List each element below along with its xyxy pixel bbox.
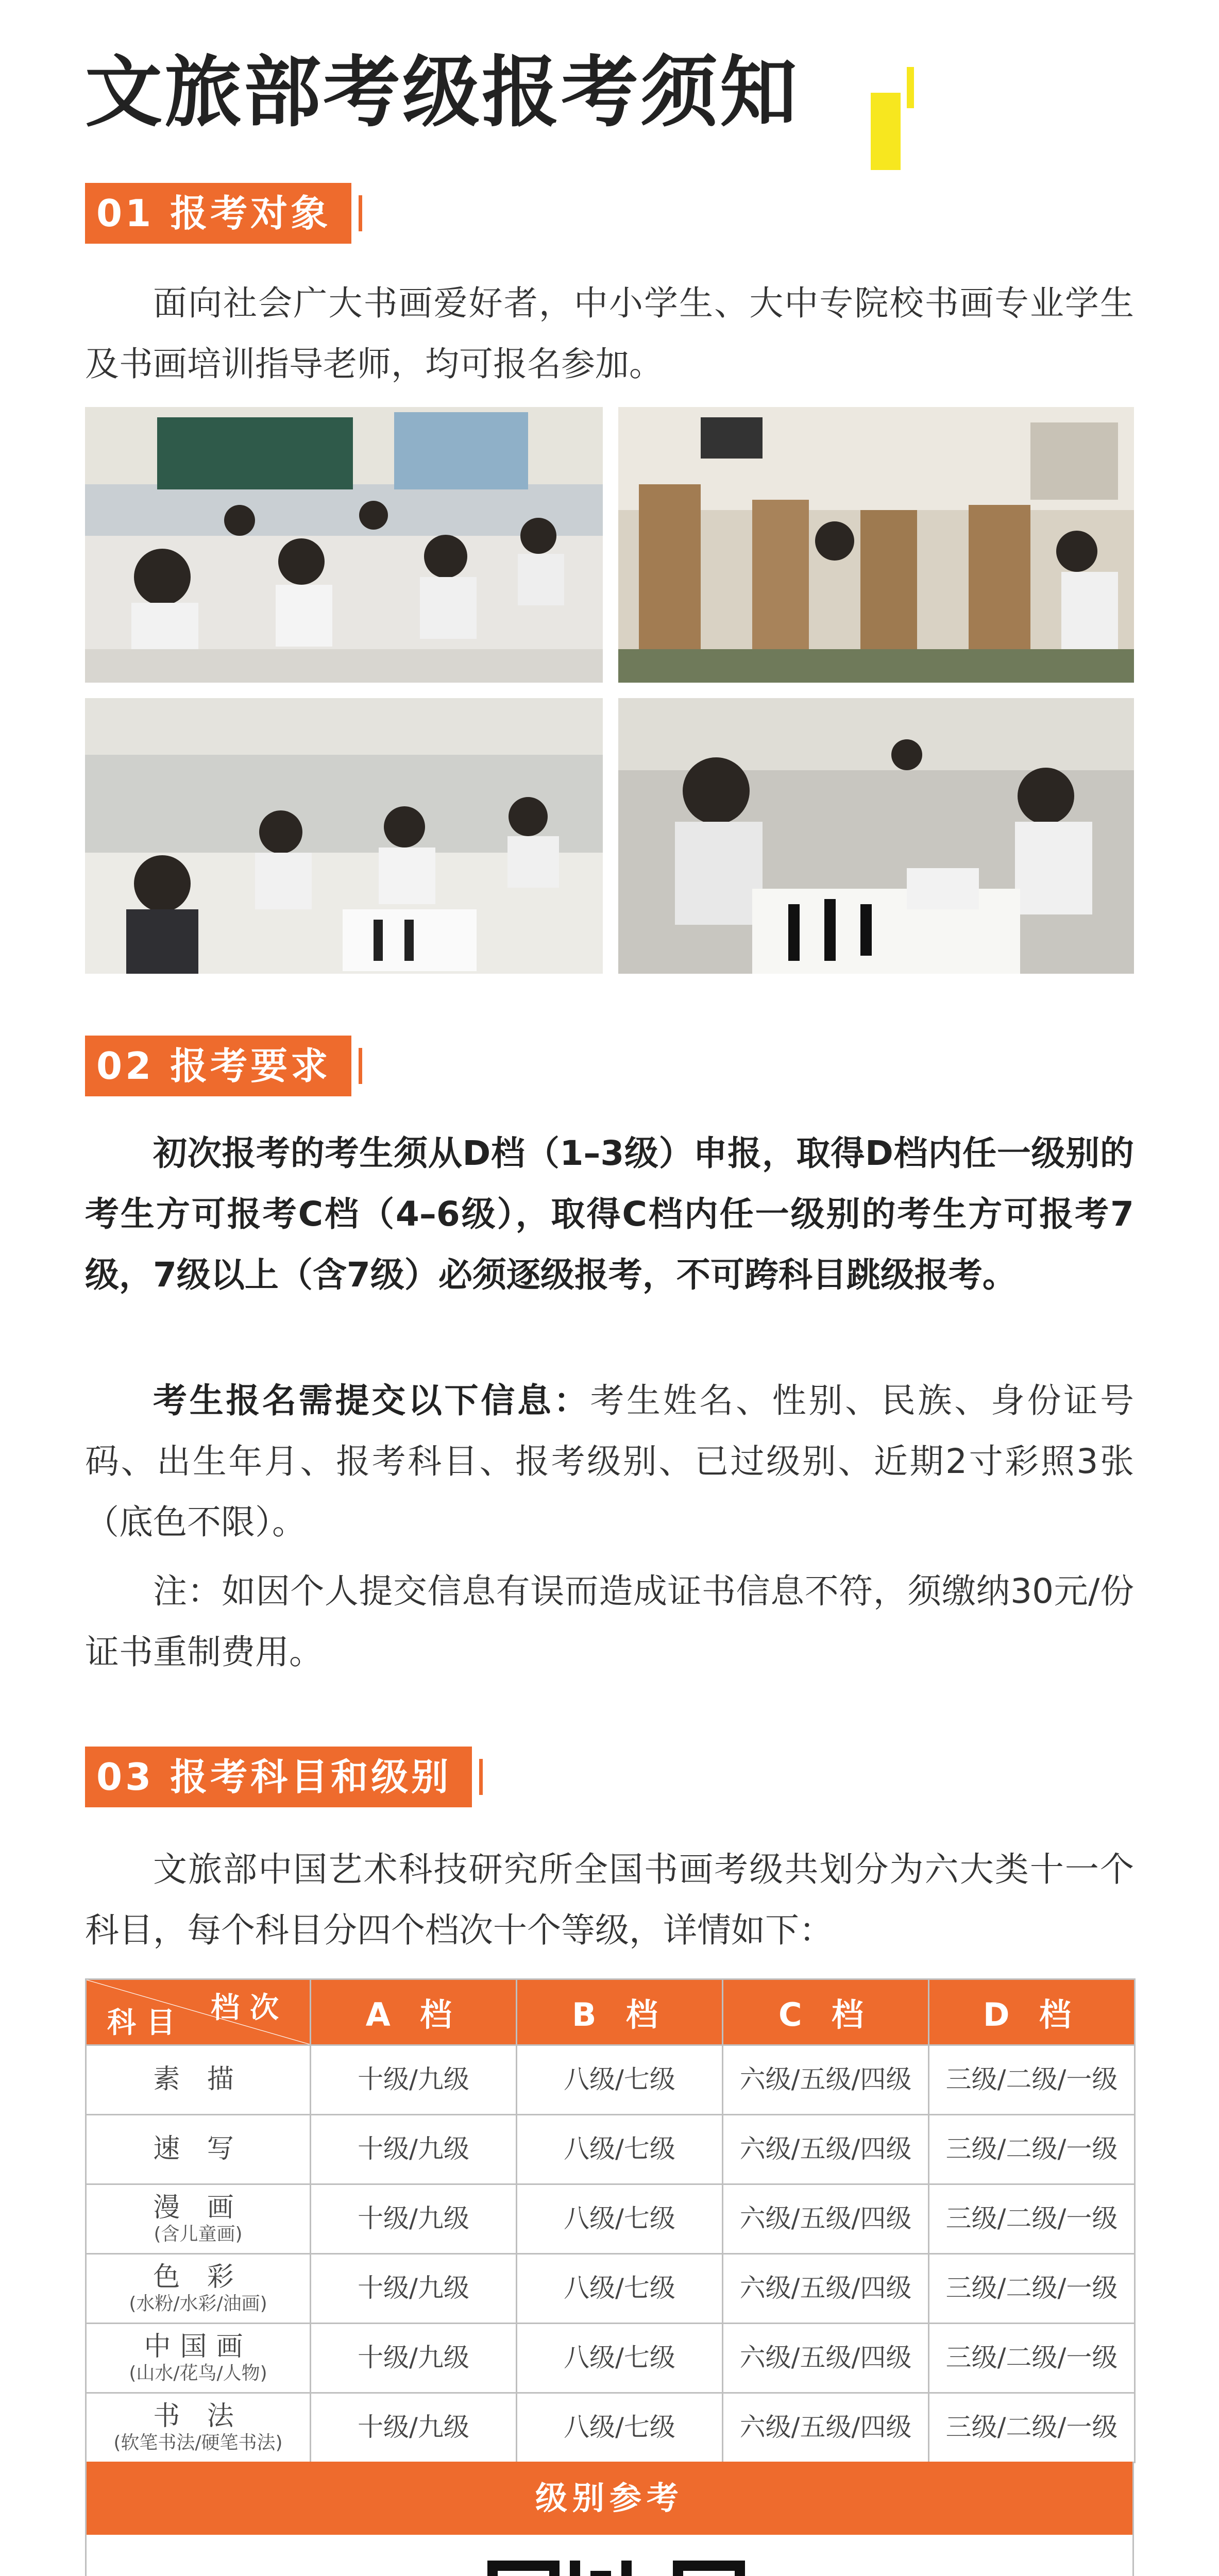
subject-subtitle: (水粉/水彩/油画): [129, 2293, 267, 2315]
section-2-label: 02 报考要求: [85, 1036, 351, 1096]
header-grade-d: D 档: [929, 1979, 1135, 2045]
section-3-header: [85, 1747, 483, 1807]
grade-d-cell: 三级/二级/一级: [929, 2184, 1135, 2254]
header-grade-b: B 档: [517, 1979, 723, 2045]
subject-subtitle: (含儿童画): [154, 2224, 243, 2245]
page-title-area: [85, 36, 1134, 149]
subject-cell: 色 彩 (水粉/水彩/油画): [86, 2254, 311, 2324]
subject-subtitle: (软笔书法/硬笔书法): [113, 2432, 283, 2454]
subject-cell: 书 法 (软笔书法/硬笔书法): [86, 2393, 311, 2463]
grade-d-cell: 三级/二级/一级: [929, 2045, 1135, 2115]
header-grade-c: C 档: [723, 1979, 929, 2045]
grade-d-cell: 三级/二级/一级: [929, 2254, 1135, 2324]
levels-table-corner: [86, 1979, 311, 2045]
grade-b-cell: 八级/七级: [517, 2324, 723, 2393]
grade-d-cell: 三级/二级/一级: [929, 2324, 1135, 2393]
header-grade-a: A 档: [311, 1979, 517, 2045]
photo-calligraphy-class: [85, 698, 603, 974]
grade-a-cell: 十级/九级: [311, 2254, 517, 2324]
section-2-info-lead: 考生报名需提交以下信息：: [153, 1381, 590, 1420]
table-row: [86, 2393, 1135, 2463]
section-2-info-items: 考生姓名、性别、民族、身份证号码、出生年月、报考科目、报考级别、已过级别、近期2寸彩照3张（底色不限）。: [85, 1381, 1135, 1542]
grade-d-cell: 三级/二级/一级: [929, 2393, 1135, 2463]
subject-cell: 速 写: [86, 2115, 311, 2184]
section-2-requirements: 初次报考的考生须从D档（1–3级）申报，取得D档内任一级别的考生方可报考C档（4–6级），取得C档内任一级别的考生方可报考7级，7级以上（含7级）必须逐级报考，不可跨科目跳级报考。: [85, 1133, 1134, 1295]
title-decoration: [835, 57, 938, 149]
subject-subtitle: (山水/花鸟/人物): [129, 2363, 267, 2384]
section-3-label: 03 报考科目和级别: [85, 1747, 472, 1807]
subject-cell: 素 描: [86, 2045, 311, 2115]
grade-c-cell: 六级/五级/四级: [723, 2045, 929, 2115]
table-row: [86, 2254, 1135, 2324]
grade-a-cell: 十级/九级: [311, 2184, 517, 2254]
grade-b-cell: 八级/七级: [517, 2045, 723, 2115]
section-1-text: 面向社会广大书画爱好者，中小学生、大中专院校书画专业学生及书画培训指导老师，均可报名参加。: [85, 283, 1134, 384]
photo-easel-painting: [618, 407, 1134, 683]
level-reference-header: 级别参考: [85, 2462, 1134, 2535]
table-row: [86, 2324, 1135, 2393]
photo-calligraphy-writing: [618, 698, 1134, 974]
section-1-header: [85, 183, 362, 244]
grade-a-cell: 十级/九级: [311, 2115, 517, 2184]
section-2-info-list: [85, 1370, 1134, 1553]
grade-b-cell: 八级/七级: [517, 2254, 723, 2324]
table-row: [86, 2184, 1135, 2254]
grade-c-cell: 六级/五级/四级: [723, 2254, 929, 2324]
corner-subject-label: 科目: [107, 2006, 185, 2040]
grade-b-cell: 八级/七级: [517, 2184, 723, 2254]
section-2-note: 注：如因个人提交信息有误而造成证书信息不符，须缴纳30元/份证书重制费用。: [85, 1571, 1134, 1672]
levels-table-header: [86, 1979, 1135, 2045]
qr-code-panel: [85, 2535, 1134, 2576]
section-3-text: 文旅部中国艺术科技研究所全国书画考级共划分为六大类十一个科目，每个科目分四个档次十个等级，详情如下：: [85, 1850, 1134, 1950]
grade-a-cell: 十级/九级: [311, 2045, 517, 2115]
subject-cell: 漫 画 (含儿童画): [86, 2184, 311, 2254]
table-row: [86, 2045, 1135, 2115]
grade-b-cell: 八级/七级: [517, 2393, 723, 2463]
photo-classroom-sketching: [85, 407, 603, 683]
corner-grade-label: 档次: [211, 1991, 289, 2025]
grade-c-cell: 六级/五级/四级: [723, 2393, 929, 2463]
grade-b-cell: 八级/七级: [517, 2115, 723, 2184]
grade-d-cell: 三级/二级/一级: [929, 2115, 1135, 2184]
page-title: 文旅部考级报考须知: [85, 48, 800, 138]
subject-cell: 中国画 (山水/花鸟/人物): [86, 2324, 311, 2393]
grade-a-cell: 十级/九级: [311, 2324, 517, 2393]
levels-table: [85, 1978, 1136, 2463]
grade-c-cell: 六级/五级/四级: [723, 2324, 929, 2393]
grade-a-cell: 十级/九级: [311, 2393, 517, 2463]
qr-code[interactable]: [487, 2561, 745, 2576]
grade-c-cell: 六级/五级/四级: [723, 2184, 929, 2254]
grade-c-cell: 六级/五级/四级: [723, 2115, 929, 2184]
section-2-header: [85, 1036, 362, 1096]
table-row: [86, 2115, 1135, 2184]
section-1-label: 01 报考对象: [85, 183, 351, 244]
